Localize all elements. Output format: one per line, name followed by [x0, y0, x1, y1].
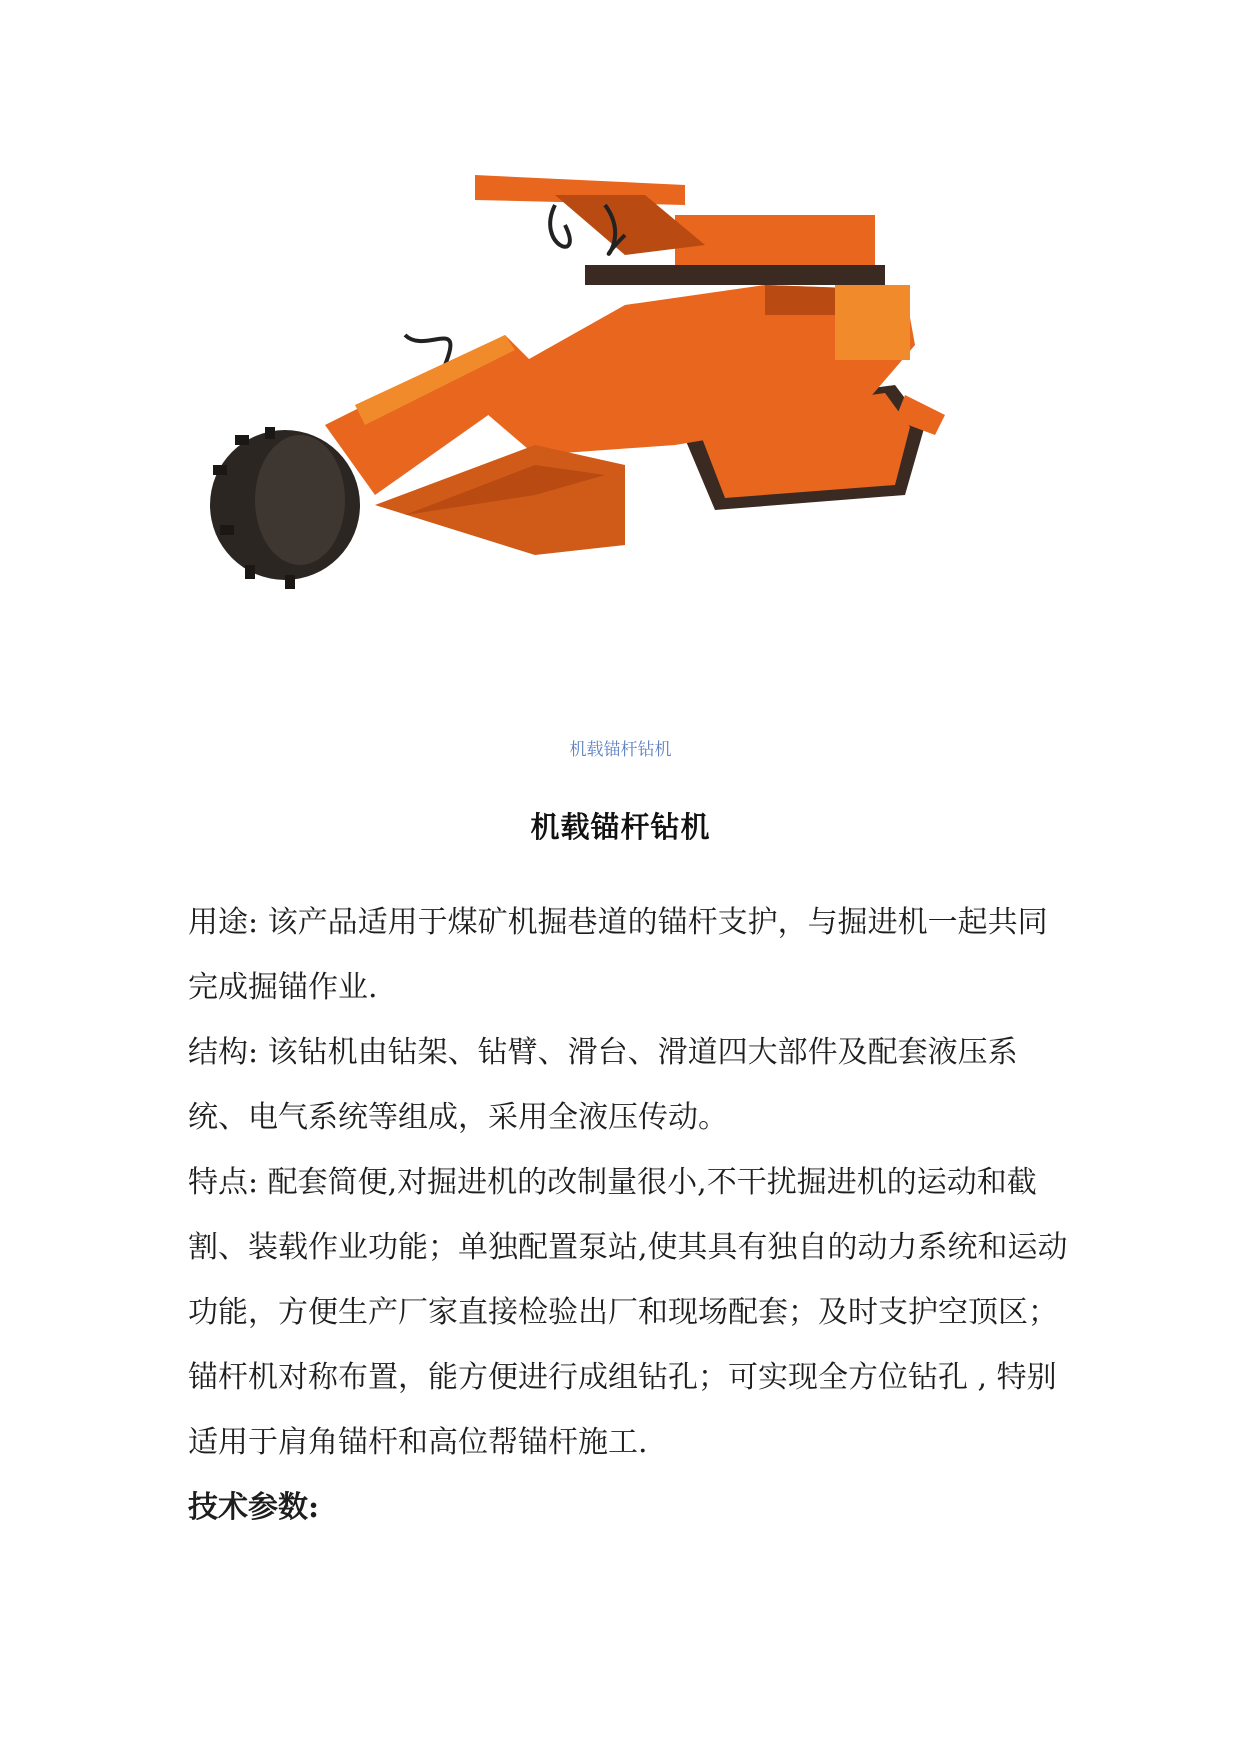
- document-title: 机载锚杆钻机: [530, 810, 711, 844]
- bolter-miner-icon: [205, 165, 1045, 670]
- structure-paragraph: 结构: 该钻机由钻架、钻臂、滑台、滑道四大部件及配套液压系统、电气系统等组成，采用全液压传动。: [188, 1035, 1018, 1135]
- tech-params-heading: 技术参数:: [188, 1490, 320, 1525]
- machine-photo: [205, 165, 1045, 670]
- body-text: [188, 890, 1068, 1540]
- features-paragraph: 特点: 配套简便,对掘进机的改制量很小,不干扰掘进机的运动和截割、装载作业功能；单独配置泵站,使其具有独自的动力系统和运动功能，方便生产厂家直接检验出厂和现场配套；及时支护空顶区；锚杆机对称布置，能方便进行成组钻孔；可实现全方位钻孔 , 特别适用于肩角锚杆和高位帮锚杆施工.: [188, 1165, 1068, 1460]
- usage-paragraph: 用途: 该产品适用于煤矿机掘巷道的锚杆支护，与掘进机一起共同完成掘锚作业.: [188, 905, 1048, 1005]
- figure-caption: 机载锚杆钻机: [569, 740, 672, 760]
